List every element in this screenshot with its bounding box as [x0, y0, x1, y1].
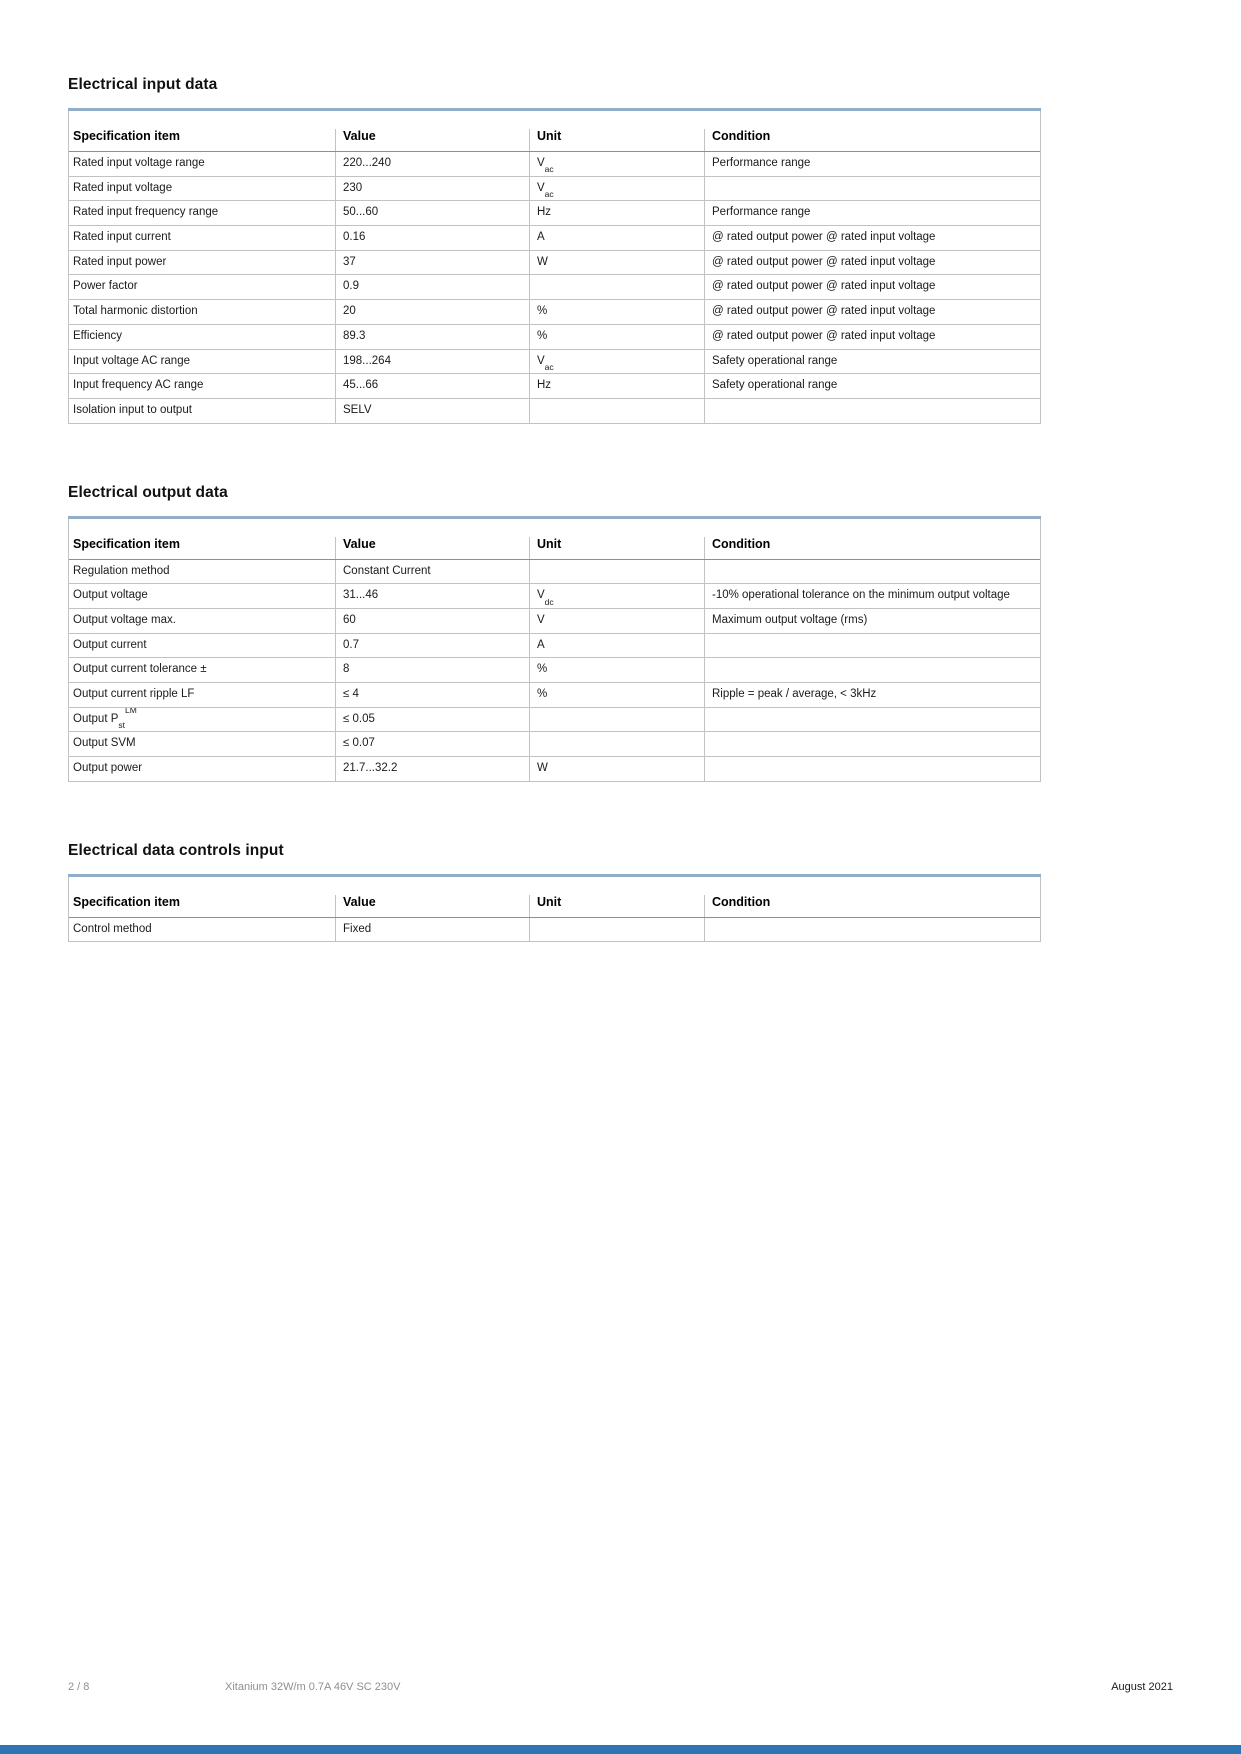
value-cell: 60: [335, 609, 529, 633]
page-footer: [68, 1681, 1173, 1697]
value-cell: 198...264: [335, 350, 529, 374]
unit-base: V: [537, 613, 545, 626]
spec-item-cell: Input voltage AC range: [73, 354, 190, 367]
spec-item-cell: Output current ripple LF: [73, 688, 195, 700]
column-header-value: Value: [335, 537, 529, 559]
condition-cell: [704, 708, 1042, 732]
table-row: [69, 918, 1040, 943]
section-title: Electrical output data: [68, 483, 228, 501]
table-row: [69, 560, 1040, 585]
condition-cell: [704, 732, 1042, 756]
value-cell: 20: [335, 300, 529, 324]
value-cell: ≤ 0.07: [335, 732, 529, 756]
unit-cell: [529, 177, 704, 201]
unit-base: %: [537, 329, 548, 342]
value-cell: 21.7...32.2: [335, 757, 529, 781]
unit-subscript: ac: [544, 164, 554, 175]
condition-cell: Ripple = peak / average, < 3kHz: [704, 683, 1042, 707]
unit-cell: [529, 325, 704, 349]
unit-cell: [529, 708, 704, 732]
unit-base: %: [537, 688, 548, 700]
spec-item-cell: Isolation input to output: [73, 403, 192, 416]
section-electrical-data-controls-input: [68, 842, 1041, 943]
unit-base: V: [537, 589, 545, 602]
spec-item-cell: Total harmonic distortion: [73, 305, 198, 318]
column-header-specification-item: Specification item: [73, 536, 180, 551]
section-electrical-output-data: [68, 484, 1041, 782]
unit-cell: [529, 350, 704, 374]
spec-item-cell: Efficiency: [73, 329, 123, 342]
table-row: [69, 350, 1040, 375]
spec-item-cell: Rated input current: [73, 231, 171, 244]
table-row: [69, 152, 1040, 177]
spec-item-cell: Rated input power: [73, 255, 167, 268]
unit-base: W: [537, 255, 548, 268]
unit-cell: [529, 226, 704, 250]
unit-cell: [529, 609, 704, 633]
unit-base: A: [537, 231, 545, 244]
value-cell: ≤ 0.05: [335, 708, 529, 732]
unit-cell: [529, 658, 704, 682]
table-header-row: [69, 519, 1040, 560]
value-cell: 37: [335, 251, 529, 275]
condition-cell: @ rated output power @ rated input voltage: [704, 226, 1042, 250]
unit-cell: [529, 683, 704, 707]
table-row: [69, 683, 1040, 708]
column-header-condition: Condition: [704, 895, 1042, 917]
section-title: Electrical data controls input: [68, 841, 284, 859]
unit-cell: [529, 732, 704, 756]
condition-cell: -10% operational tolerance on the minimum output voltage: [704, 584, 1042, 608]
unit-cell: [529, 152, 704, 176]
value-cell: SELV: [335, 399, 529, 423]
controls-input-table: [68, 877, 1041, 943]
unit-cell: [529, 918, 704, 942]
spec-item-cell: [69, 708, 335, 732]
unit-cell: [529, 757, 704, 781]
unit-base: Hz: [537, 206, 552, 219]
unit-base: A: [537, 638, 545, 651]
spec-item-cell: Rated input voltage: [73, 181, 173, 194]
spec-item-subscript: st: [118, 719, 126, 730]
table-row: [69, 226, 1040, 251]
table-row: [69, 275, 1040, 300]
spec-item-cell: Rated input voltage range: [73, 157, 205, 169]
unit-base: %: [537, 305, 548, 318]
value-cell: 0.16: [335, 226, 529, 250]
column-header-specification-item: Specification item: [73, 129, 180, 143]
column-header-condition: Condition: [704, 129, 1042, 151]
value-cell: 0.7: [335, 634, 529, 658]
spec-item-superscript: LM: [125, 707, 137, 715]
spec-item-cell: Output power: [73, 762, 143, 775]
electrical-input-table: [68, 111, 1041, 424]
table-row: [69, 708, 1040, 733]
unit-base: V: [537, 157, 545, 169]
unit-cell: [529, 584, 704, 608]
condition-cell: [704, 634, 1042, 658]
page-number: 2 / 8: [68, 1681, 90, 1693]
condition-cell: Maximum output voltage (rms): [704, 609, 1042, 633]
unit-base: Hz: [537, 379, 552, 392]
condition-cell: @ rated output power @ rated input voltage: [704, 325, 1042, 349]
section-electrical-input-data: [68, 76, 1041, 424]
column-header-unit: Unit: [529, 895, 704, 917]
value-cell: ≤ 4: [335, 683, 529, 707]
column-header-unit: Unit: [529, 129, 704, 151]
spec-item-cell: Input frequency AC range: [73, 379, 204, 392]
table-row: [69, 201, 1040, 226]
unit-cell: [529, 560, 704, 584]
unit-base: W: [537, 762, 548, 775]
column-header-value: Value: [335, 129, 529, 151]
unit-cell: [529, 300, 704, 324]
value-cell: 230: [335, 177, 529, 201]
spec-item-cell: Rated input frequency range: [73, 206, 219, 219]
value-cell: 50...60: [335, 201, 529, 225]
condition-cell: [704, 399, 1042, 423]
spec-item-base: Output P: [73, 712, 119, 725]
value-cell: 8: [335, 658, 529, 682]
condition-cell: @ rated output power @ rated input voltage: [704, 251, 1042, 275]
spec-item-cell: Output voltage: [73, 589, 148, 602]
table-row: [69, 300, 1040, 325]
footer-product-name: Xitanium 32W/m 0.7A 46V SC 230V: [225, 1681, 401, 1693]
condition-cell: Performance range: [704, 201, 1042, 225]
value-cell: 45...66: [335, 374, 529, 398]
column-header-condition: Condition: [704, 537, 1042, 559]
table-row: [69, 609, 1040, 634]
condition-cell: Safety operational range: [704, 350, 1042, 374]
unit-base: %: [537, 663, 548, 676]
condition-cell: [704, 658, 1042, 682]
unit-subscript: dc: [544, 596, 554, 607]
table-header-row: [69, 877, 1040, 918]
column-header-specification-item: Specification item: [73, 894, 180, 909]
unit-cell: [529, 275, 704, 299]
table-row: [69, 658, 1040, 683]
section-title: Electrical input data: [68, 76, 218, 93]
table-row: [69, 374, 1040, 399]
table-row: [69, 177, 1040, 202]
unit-cell: [529, 634, 704, 658]
unit-subscript: ac: [544, 361, 554, 372]
table-header-row: [69, 111, 1040, 152]
table-row: [69, 584, 1040, 609]
unit-cell: [529, 251, 704, 275]
condition-cell: @ rated output power @ rated input voltage: [704, 275, 1042, 299]
condition-cell: [704, 918, 1042, 942]
spec-item-cell: Output current tolerance ±: [73, 663, 207, 676]
page-content: [68, 0, 1041, 942]
unit-base: V: [537, 354, 545, 367]
condition-cell: [704, 177, 1042, 201]
electrical-output-table: [68, 519, 1041, 782]
spec-item-cell: Power factor: [73, 280, 138, 293]
table-row: [69, 251, 1040, 276]
table-row: [69, 757, 1040, 782]
footer-date: August 2021: [1111, 1681, 1173, 1693]
condition-cell: Safety operational range: [704, 374, 1042, 398]
condition-cell: @ rated output power @ rated input voltage: [704, 300, 1042, 324]
unit-base: V: [537, 181, 545, 194]
value-cell: 31...46: [335, 584, 529, 608]
condition-cell: [704, 560, 1042, 584]
column-header-unit: Unit: [529, 537, 704, 559]
value-cell: 220...240: [335, 152, 529, 176]
condition-cell: Performance range: [704, 152, 1042, 176]
condition-cell: [704, 757, 1042, 781]
unit-subscript: ac: [544, 188, 554, 199]
table-row: [69, 399, 1040, 424]
table-row: [69, 325, 1040, 350]
value-cell: Fixed: [335, 918, 529, 942]
spec-item-cell: Output SVM: [73, 737, 136, 750]
spec-item-cell: Output voltage max.: [73, 613, 176, 626]
value-cell: Constant Current: [335, 560, 529, 584]
table-row: [69, 634, 1040, 659]
unit-cell: [529, 374, 704, 398]
column-header-value: Value: [335, 895, 529, 917]
value-cell: 89.3: [335, 325, 529, 349]
unit-cell: [529, 399, 704, 423]
table-row: [69, 732, 1040, 757]
value-cell: 0.9: [335, 275, 529, 299]
spec-item-cell: Regulation method: [73, 564, 170, 577]
spec-item-cell: Control method: [73, 922, 152, 935]
spec-item-cell: Output current: [73, 638, 147, 651]
bottom-accent-bar: [0, 1745, 1241, 1754]
unit-cell: [529, 201, 704, 225]
